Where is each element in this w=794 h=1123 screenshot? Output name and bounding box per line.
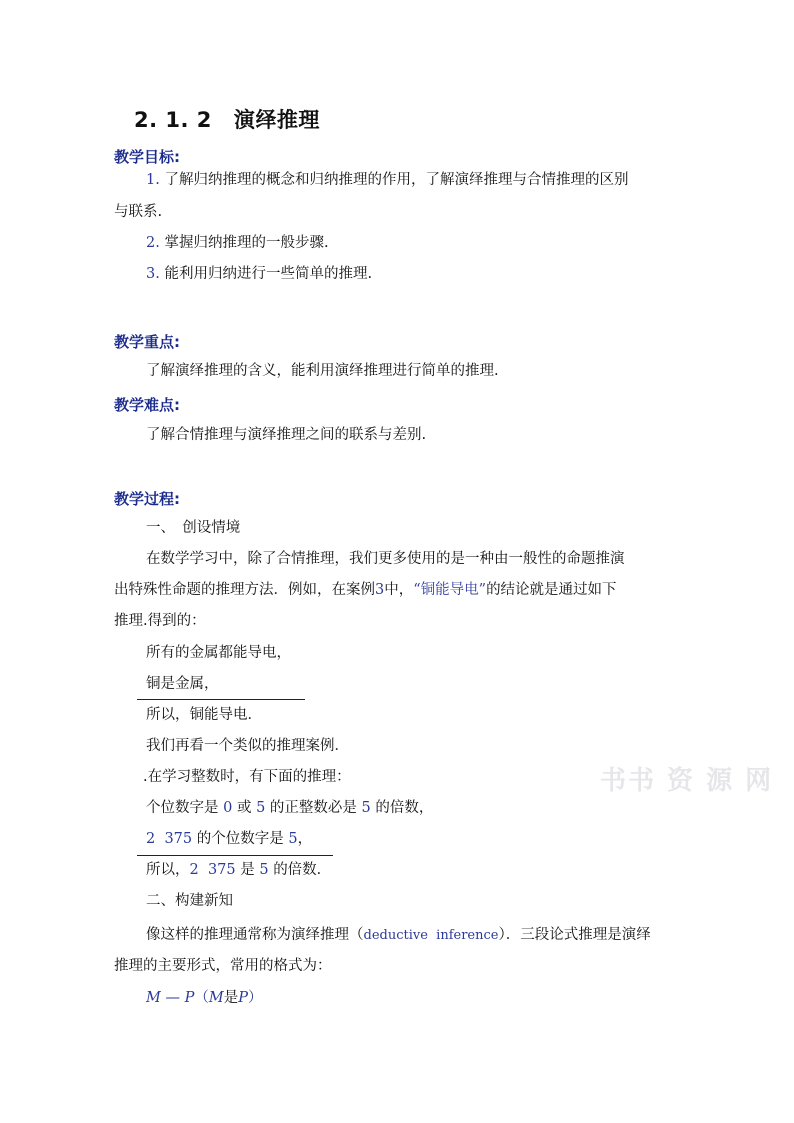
t2-mid: 的个位数字是: [196, 831, 284, 847]
paragraph-3: .在学习整数时，有下面的推理：: [143, 769, 351, 785]
t3-digit: 5: [259, 862, 269, 878]
objective-item-3: [146, 264, 372, 284]
syllogism-2-divider: [137, 855, 333, 856]
objective-1-number: 1.: [146, 172, 160, 188]
t3-post: 的倍数．: [273, 862, 332, 878]
p4-pre: 像这样的推理通常称为演绎推理（: [146, 927, 364, 943]
t2-post: ，: [297, 831, 313, 847]
objectives-heading: 教学目标:: [114, 148, 180, 166]
t1-post: 的倍数，: [375, 800, 434, 816]
objective-1-text: 了解归纳推理的概念和归纳推理的作用，了解演绎推理与合情推理的区别: [164, 172, 629, 188]
paragraph-1-line-3: 推理.得到的：: [114, 613, 206, 629]
t2-digit: 5: [288, 831, 298, 847]
t1-mid: 或: [236, 800, 252, 816]
t3-mid: 是: [240, 862, 255, 878]
t3-pre: 所以，: [146, 862, 190, 878]
paragraph-1-line-2: [114, 580, 617, 600]
formula-m: M: [208, 990, 224, 1006]
quoted-conclusion: “铜能导电”: [413, 582, 487, 598]
objective-2-number: 2.: [146, 235, 160, 251]
objective-item-2: [146, 233, 329, 253]
t1-mid2: 的正整数必是: [269, 800, 357, 816]
formula-is: 是: [223, 990, 239, 1006]
formula-m-p: M — P: [146, 990, 195, 1006]
paragraph-4-line-1: [146, 925, 651, 946]
p1-text-pre: 出特殊性命题的推理方法．例如，在案例: [114, 582, 375, 598]
p4-post: ）．三段论式推理是演绎: [498, 927, 651, 943]
objective-3-text: 能利用归纳进行一些简单的推理.: [164, 266, 373, 282]
syllogism-formula: [146, 988, 262, 1008]
paragraph-2: 我们再看一个类似的推理案例．: [146, 738, 349, 754]
syllogism-2-minor: [146, 829, 312, 849]
case-number: 3: [375, 582, 385, 598]
objective-item-1: [146, 170, 628, 190]
t2-number: 2 375: [146, 831, 193, 847]
difficulties-text: 了解合情推理与演绎推理之间的联系与差别.: [146, 427, 427, 443]
section-title: 演绎推理: [233, 108, 320, 132]
paragraph-4-line-2: 推理的主要形式，常用的格式为：: [114, 958, 332, 974]
difficulties-heading: 教学难点:: [114, 396, 180, 414]
formula-paren-open: （: [194, 990, 209, 1006]
syllogism-1-minor: 铜是金属，: [146, 676, 219, 692]
t1-num-5b: 5: [361, 800, 371, 816]
step-1-heading: 一、 创设情境: [146, 520, 241, 536]
syllogism-2-conclusion: [146, 860, 331, 880]
objective-item-1-cont: 与联系.: [114, 204, 163, 220]
syllogism-2-major: [146, 798, 433, 818]
objective-2-text: 掌握归纳推理的一般步骤.: [164, 235, 329, 251]
syllogism-1-conclusion: 所以，铜能导电．: [146, 707, 262, 723]
step-2-heading: 二、构建新知: [146, 893, 233, 909]
syllogism-1-major: 所有的金属都能导电，: [146, 645, 291, 661]
syllogism-1-divider: [137, 699, 305, 700]
watermark-text: 书书 资 源 网: [600, 766, 774, 796]
key-points-text: 了解演绎推理的含义，能利用演绎推理进行简单的推理.: [146, 363, 499, 379]
t1-num-5: 5: [256, 800, 266, 816]
p1-text-post: 的结论就是通过如下: [486, 582, 617, 598]
t1-num-0: 0: [223, 800, 233, 816]
paragraph-1-line-1: 在数学学习中，除了合情推理，我们更多使用的是一种由一般性的命题推演: [146, 551, 625, 567]
formula-paren-close: ）: [247, 990, 263, 1006]
section-number: 2. 1. 2: [134, 108, 212, 132]
deductive-inference-term: deductive inference: [363, 928, 499, 943]
page-title: [134, 104, 320, 134]
t3-number: 2 375: [189, 862, 236, 878]
process-heading: 教学过程:: [114, 490, 180, 508]
formula-p: P: [238, 990, 248, 1006]
t1-pre: 个位数字是: [146, 800, 219, 816]
key-points-heading: 教学重点:: [114, 333, 180, 351]
p1-text-mid: 中，: [384, 582, 414, 598]
objective-3-number: 3.: [146, 266, 160, 282]
